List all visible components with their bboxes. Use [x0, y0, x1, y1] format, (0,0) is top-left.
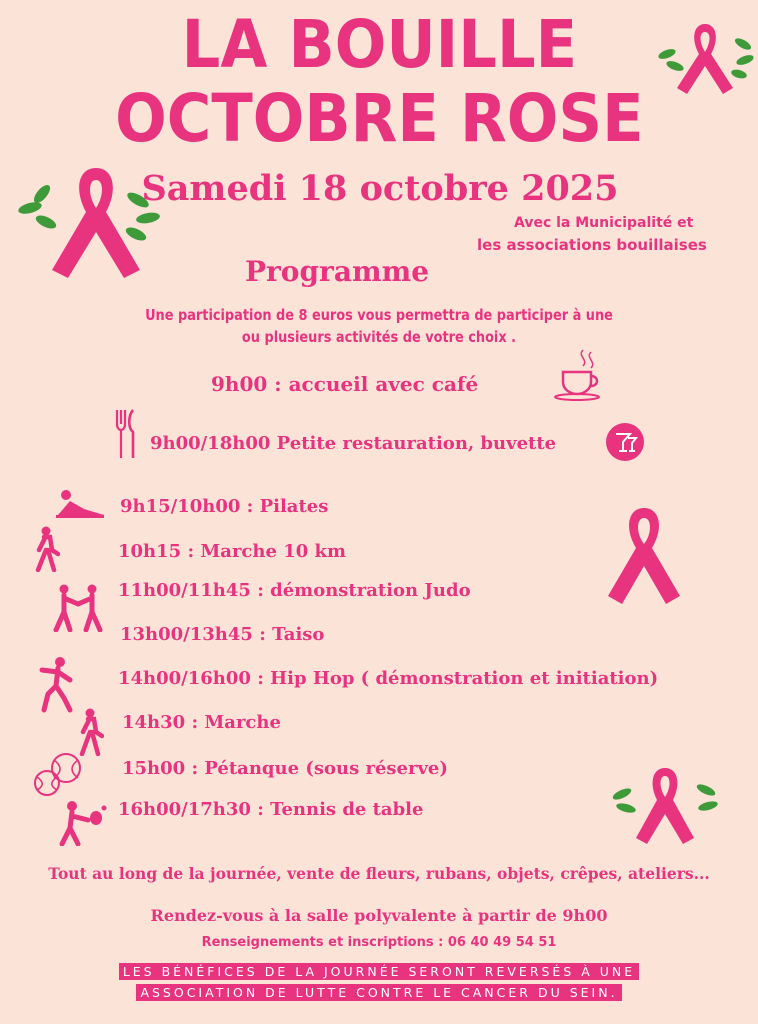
- meeting-place: Rendez-vous à la salle polyvalente à partir de 9h00: [150, 906, 608, 925]
- judo-icon: [50, 584, 106, 632]
- walking-icon: [76, 708, 104, 756]
- activity-walk: 14h30 : Marche: [122, 712, 281, 733]
- activity-hiphop: 14h00/16h00 : Hip Hop ( démonstration et initiation): [118, 668, 659, 689]
- table-tennis-icon: [54, 800, 108, 846]
- title-line-1: LA BOUILLE: [181, 6, 578, 83]
- petanque-balls-icon: [34, 752, 82, 798]
- activity-pilates: 9h15/10h00 : Pilates: [120, 496, 329, 517]
- food-and-drinks: 9h00/18h00 Petite restauration, buvette: [150, 433, 557, 454]
- intro-line-1: Une participation de 8 euros vous permettra de participer à une: [145, 306, 613, 324]
- pink-ribbon-bottom-right-icon: [610, 764, 720, 854]
- fork-knife-icon: [114, 408, 138, 460]
- activity-walk-10km: 10h15 : Marche 10 km: [118, 541, 347, 562]
- welcome-coffee: 9h00 : accueil avec café: [211, 372, 479, 396]
- hiphop-dancer-icon: [36, 656, 76, 714]
- activity-judo: 11h00/11h45 : démonstration Judo: [118, 580, 471, 601]
- activity-table-tennis: 16h00/17h30 : Tennis de table: [118, 799, 424, 820]
- info-contact: Renseignements et inscriptions : 06 40 49 54 51: [201, 935, 557, 950]
- day-long-sales: Tout au long de la journée, vente de fleurs, rubans, objets, crêpes, ateliers...: [48, 864, 710, 883]
- activity-taiso: 13h00/13h45 : Taiso: [120, 624, 325, 645]
- banner-line-2: ASSOCIATION DE LUTTE CONTRE LE CANCER DU SEIN.: [136, 984, 621, 1001]
- banner-line-1: LES BÉNÉFICES DE LA JOURNÉE SERONT REVERSÉS À UNE: [119, 963, 639, 980]
- donation-banner: [0, 961, 758, 1003]
- intro-line-2: ou plusieurs activités de votre choix .: [241, 328, 517, 346]
- partner-line-2: les associations bouillaises: [477, 236, 707, 254]
- walking-icon: [32, 526, 60, 572]
- pink-ribbon-middle-right-icon: [604, 504, 684, 614]
- partner-line-1: Avec la Municipalité et: [514, 215, 694, 231]
- pink-ribbon-top-right-icon: [655, 14, 755, 104]
- pilates-icon: [54, 485, 106, 519]
- coffee-cup-icon: [553, 346, 605, 402]
- event-date: Samedi 18 octobre 2025: [141, 168, 619, 209]
- cocktail-icon: [605, 422, 645, 462]
- programme-heading: Programme: [245, 255, 430, 288]
- activity-petanque: 15h00 : Pétanque (sous réserve): [122, 758, 448, 779]
- title-line-2: OCTOBRE ROSE: [115, 80, 644, 157]
